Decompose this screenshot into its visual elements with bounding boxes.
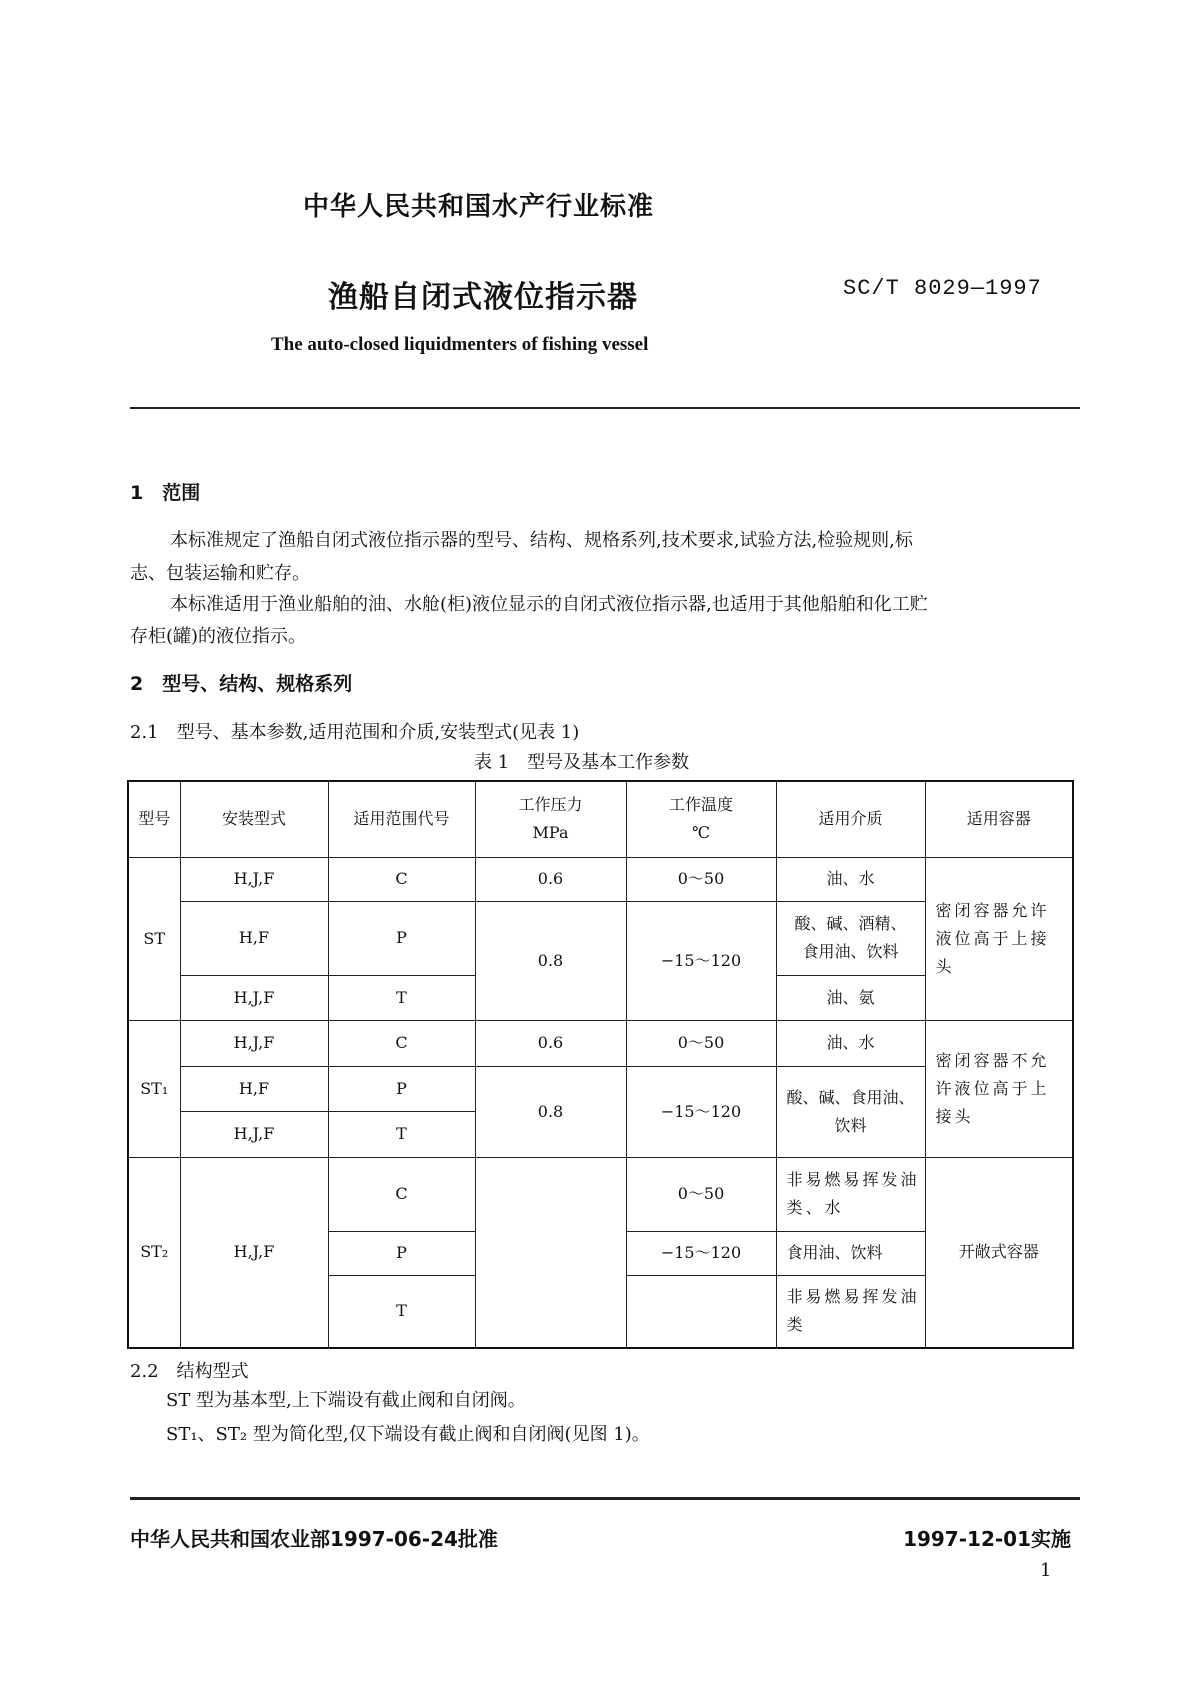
code-cell: C [328, 1157, 475, 1231]
medium-cell: 油、水 [776, 857, 925, 901]
code-cell: T [328, 1111, 475, 1157]
code-cell: P [328, 901, 475, 975]
table-row [128, 1157, 1073, 1231]
model-cell: ST₂ [128, 1157, 180, 1348]
temp-cell: −15～120 [626, 1231, 776, 1275]
code-cell: P [328, 1066, 475, 1111]
install-cell: H,F [180, 1066, 328, 1111]
medium-cell: 非易燃易挥发油类、水 [776, 1157, 925, 1231]
model-cell: ST₁ [128, 1020, 180, 1157]
header-temp [626, 781, 776, 857]
english-title: The auto-closed liquidmenters of fishing vessel [271, 334, 649, 355]
section1-heading: 1 范围 [130, 482, 201, 504]
pressure-cell: 0.6 [475, 857, 626, 901]
temp-cell: 0～50 [626, 1020, 776, 1066]
medium-cell: 食用油、饮料 [776, 1231, 925, 1275]
header-temp-label: 工作温度 [668, 795, 733, 815]
section2-heading: 2 型号、结构、规格系列 [130, 673, 353, 695]
container-cell: 密闭容器允许液位高于上接头 [925, 857, 1073, 1020]
pressure-cell-empty [475, 1157, 626, 1348]
install-cell: H,J,F [180, 1111, 328, 1157]
header-rule [130, 407, 1080, 409]
section1-para2-line2: 存柜(罐)的液位指示。 [130, 626, 307, 647]
header-install: 安装型式 [180, 781, 328, 857]
code-cell: P [328, 1231, 475, 1275]
approval-text: 中华人民共和国农业部1997-06-24批准 [130, 1527, 498, 1551]
header-pressure-label: 工作压力 [518, 795, 583, 815]
code-cell: C [328, 857, 475, 901]
header-temp-unit: ℃ [692, 823, 710, 843]
subsection-2-2: 2.2 结构型式 [130, 1361, 249, 1382]
section1-para1-line2: 志、包装运输和贮存。 [130, 563, 310, 584]
table-row [128, 1020, 1073, 1066]
medium-cell: 酸、碱、食用油、饮料 [776, 1066, 925, 1157]
temp-cell: 0～50 [626, 857, 776, 901]
standard-code: SC/T 8029—1997 [843, 276, 1042, 301]
pressure-cell: 0.8 [475, 1066, 626, 1157]
table-row [128, 857, 1073, 901]
parameters-table [127, 780, 1074, 1349]
install-cell: H,J,F [180, 1157, 328, 1348]
temp-cell: −15～120 [626, 1066, 776, 1157]
header-container: 适用容器 [925, 781, 1073, 857]
pressure-cell: 0.6 [475, 1020, 626, 1066]
subsection-2-2-line2: ST₁、ST₂ 型为简化型,仅下端设有截止阀和自闭阀(见图 1)。 [166, 1424, 650, 1445]
page-number: 1 [1040, 1560, 1052, 1581]
document-title: 渔船自闭式液位指示器 [328, 280, 638, 315]
medium-cell: 非易燃易挥发油类 [776, 1275, 925, 1348]
medium-cell: 油、氨 [776, 975, 925, 1020]
code-cell: T [328, 1275, 475, 1348]
code-cell: C [328, 1020, 475, 1066]
subsection-2-2-line1: ST 型为基本型,上下端设有截止阀和自闭阀。 [166, 1390, 526, 1411]
implementation-text: 1997-12-01实施 [903, 1527, 1071, 1551]
header-model: 型号 [128, 781, 180, 857]
header-medium: 适用介质 [776, 781, 925, 857]
footer-rule [130, 1497, 1080, 1500]
table-header-row [128, 781, 1073, 857]
header-pressure [475, 781, 626, 857]
medium-cell: 酸、碱、酒精、食用油、饮料 [776, 901, 925, 975]
container-cell: 密闭容器不允许液位高于上接头 [925, 1020, 1073, 1157]
standard-category: 中华人民共和国水产行业标准 [303, 192, 655, 222]
subsection-2-1: 2.1 型号、基本参数,适用范围和介质,安装型式(见表 1) [130, 722, 580, 743]
section1-para2-line1: 本标准适用于渔业船舶的油、水舱(柜)液位显示的自闭式液位指示器,也适用于其他船舶和化工贮 [170, 594, 928, 615]
medium-cell: 油、水 [776, 1020, 925, 1066]
install-cell: H,J,F [180, 975, 328, 1020]
install-cell: H,J,F [180, 857, 328, 901]
header-code: 适用范围代号 [328, 781, 475, 857]
temp-cell-empty [626, 1275, 776, 1348]
header-pressure-unit: MPa [532, 823, 569, 843]
temp-cell: 0～50 [626, 1157, 776, 1231]
install-cell: H,F [180, 901, 328, 975]
model-cell: ST [128, 857, 180, 1020]
pressure-cell: 0.8 [475, 901, 626, 1020]
install-cell: H,J,F [180, 1020, 328, 1066]
table-caption: 表 1 型号及基本工作参数 [474, 752, 690, 773]
code-cell: T [328, 975, 475, 1020]
temp-cell: −15～120 [626, 901, 776, 1020]
section1-para1-line1: 本标准规定了渔船自闭式液位指示器的型号、结构、规格系列,技术要求,试验方法,检验规则,标 [170, 530, 913, 551]
container-cell: 开敞式容器 [925, 1157, 1073, 1348]
